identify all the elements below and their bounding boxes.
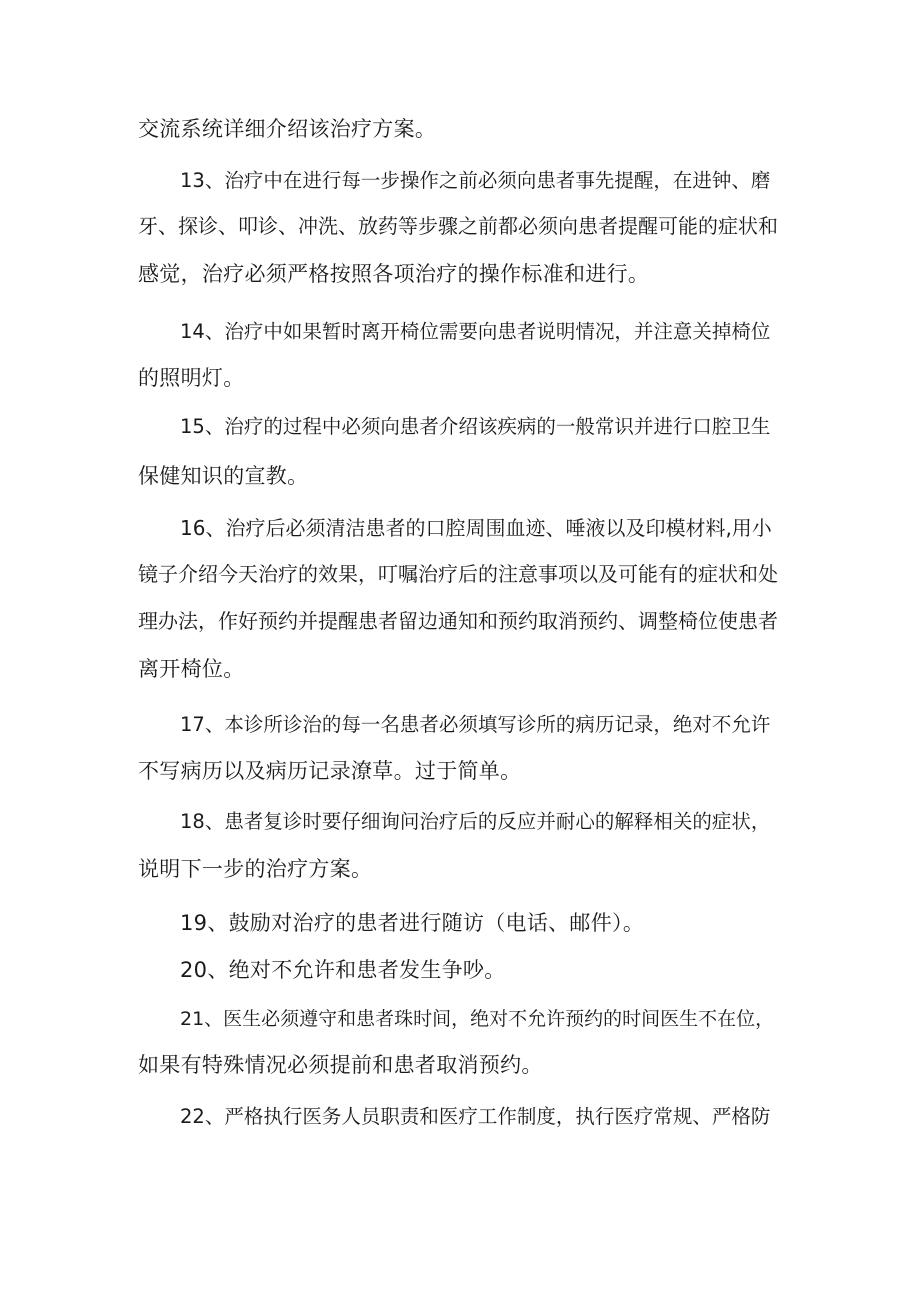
text-line: 牙、探诊、叩诊、冲洗、放药等步骤之前都必须向患者提醒可能的症状和 [138,214,778,238]
text-line: 21、医生必须遵守和患者珠时间，绝对不允许预约的时间医生不在位， [180,1008,775,1030]
text-line: 16、治疗后必须清洁患者的口腔周围血迹、唾液以及印模材料,用小 [180,516,772,540]
text-line: 20、绝对不允许和患者发生争吵。 [180,958,506,982]
text-line: 交流系统详细介绍该治疗方案。 [138,117,437,141]
text-line: 18、患者复诊时要仔细询问治疗后的反应并耐心的解释相关的症状， [180,810,771,833]
text-line: 13、治疗中在进行每一步操作之前必须向患者事先提醒，在进钟、磨 [180,169,771,192]
text-line: 14、治疗中如果暂时离开椅位需要向患者说明情况，并注意关掉椅位 [180,320,771,343]
text-line: 理办法，作好预约并提醒患者留边通知和预约取消预约、调整椅位使患者 [138,609,778,633]
text-line: 说明下一步的治疗方案。 [138,857,373,881]
text-line: 19、鼓励对治疗的患者进行随访（电话、邮件）。 [180,911,645,935]
text-line: 不写病历以及病历记录潦草。过于简单。 [138,759,522,783]
text-line: 感觉，治疗必须严格按照各项治疗的操作标准和进行。 [138,262,650,286]
text-line: 15、治疗的过程中必须向患者介绍该疾病的一般常识并进行口腔卫生 [180,415,771,438]
text-line: 保健知识的宣教。 [138,464,309,488]
text-line: 的照明灯。 [138,366,245,390]
text-line: 22、严格执行医务人员职责和医疗工作制度，执行医疗常规、严格防 [180,1105,771,1128]
text-line: 镜子介绍今天治疗的效果，叮嘱治疗后的注意事项以及可能有的症状和处 [138,562,778,586]
text-line: 离开椅位。 [138,657,245,681]
text-line: 17、本诊所诊治的每一名患者必须填写诊所的病历记录，绝对不允许 [180,713,771,736]
text-line: 如果有特殊情况必须提前和患者取消预约。 [138,1053,543,1077]
